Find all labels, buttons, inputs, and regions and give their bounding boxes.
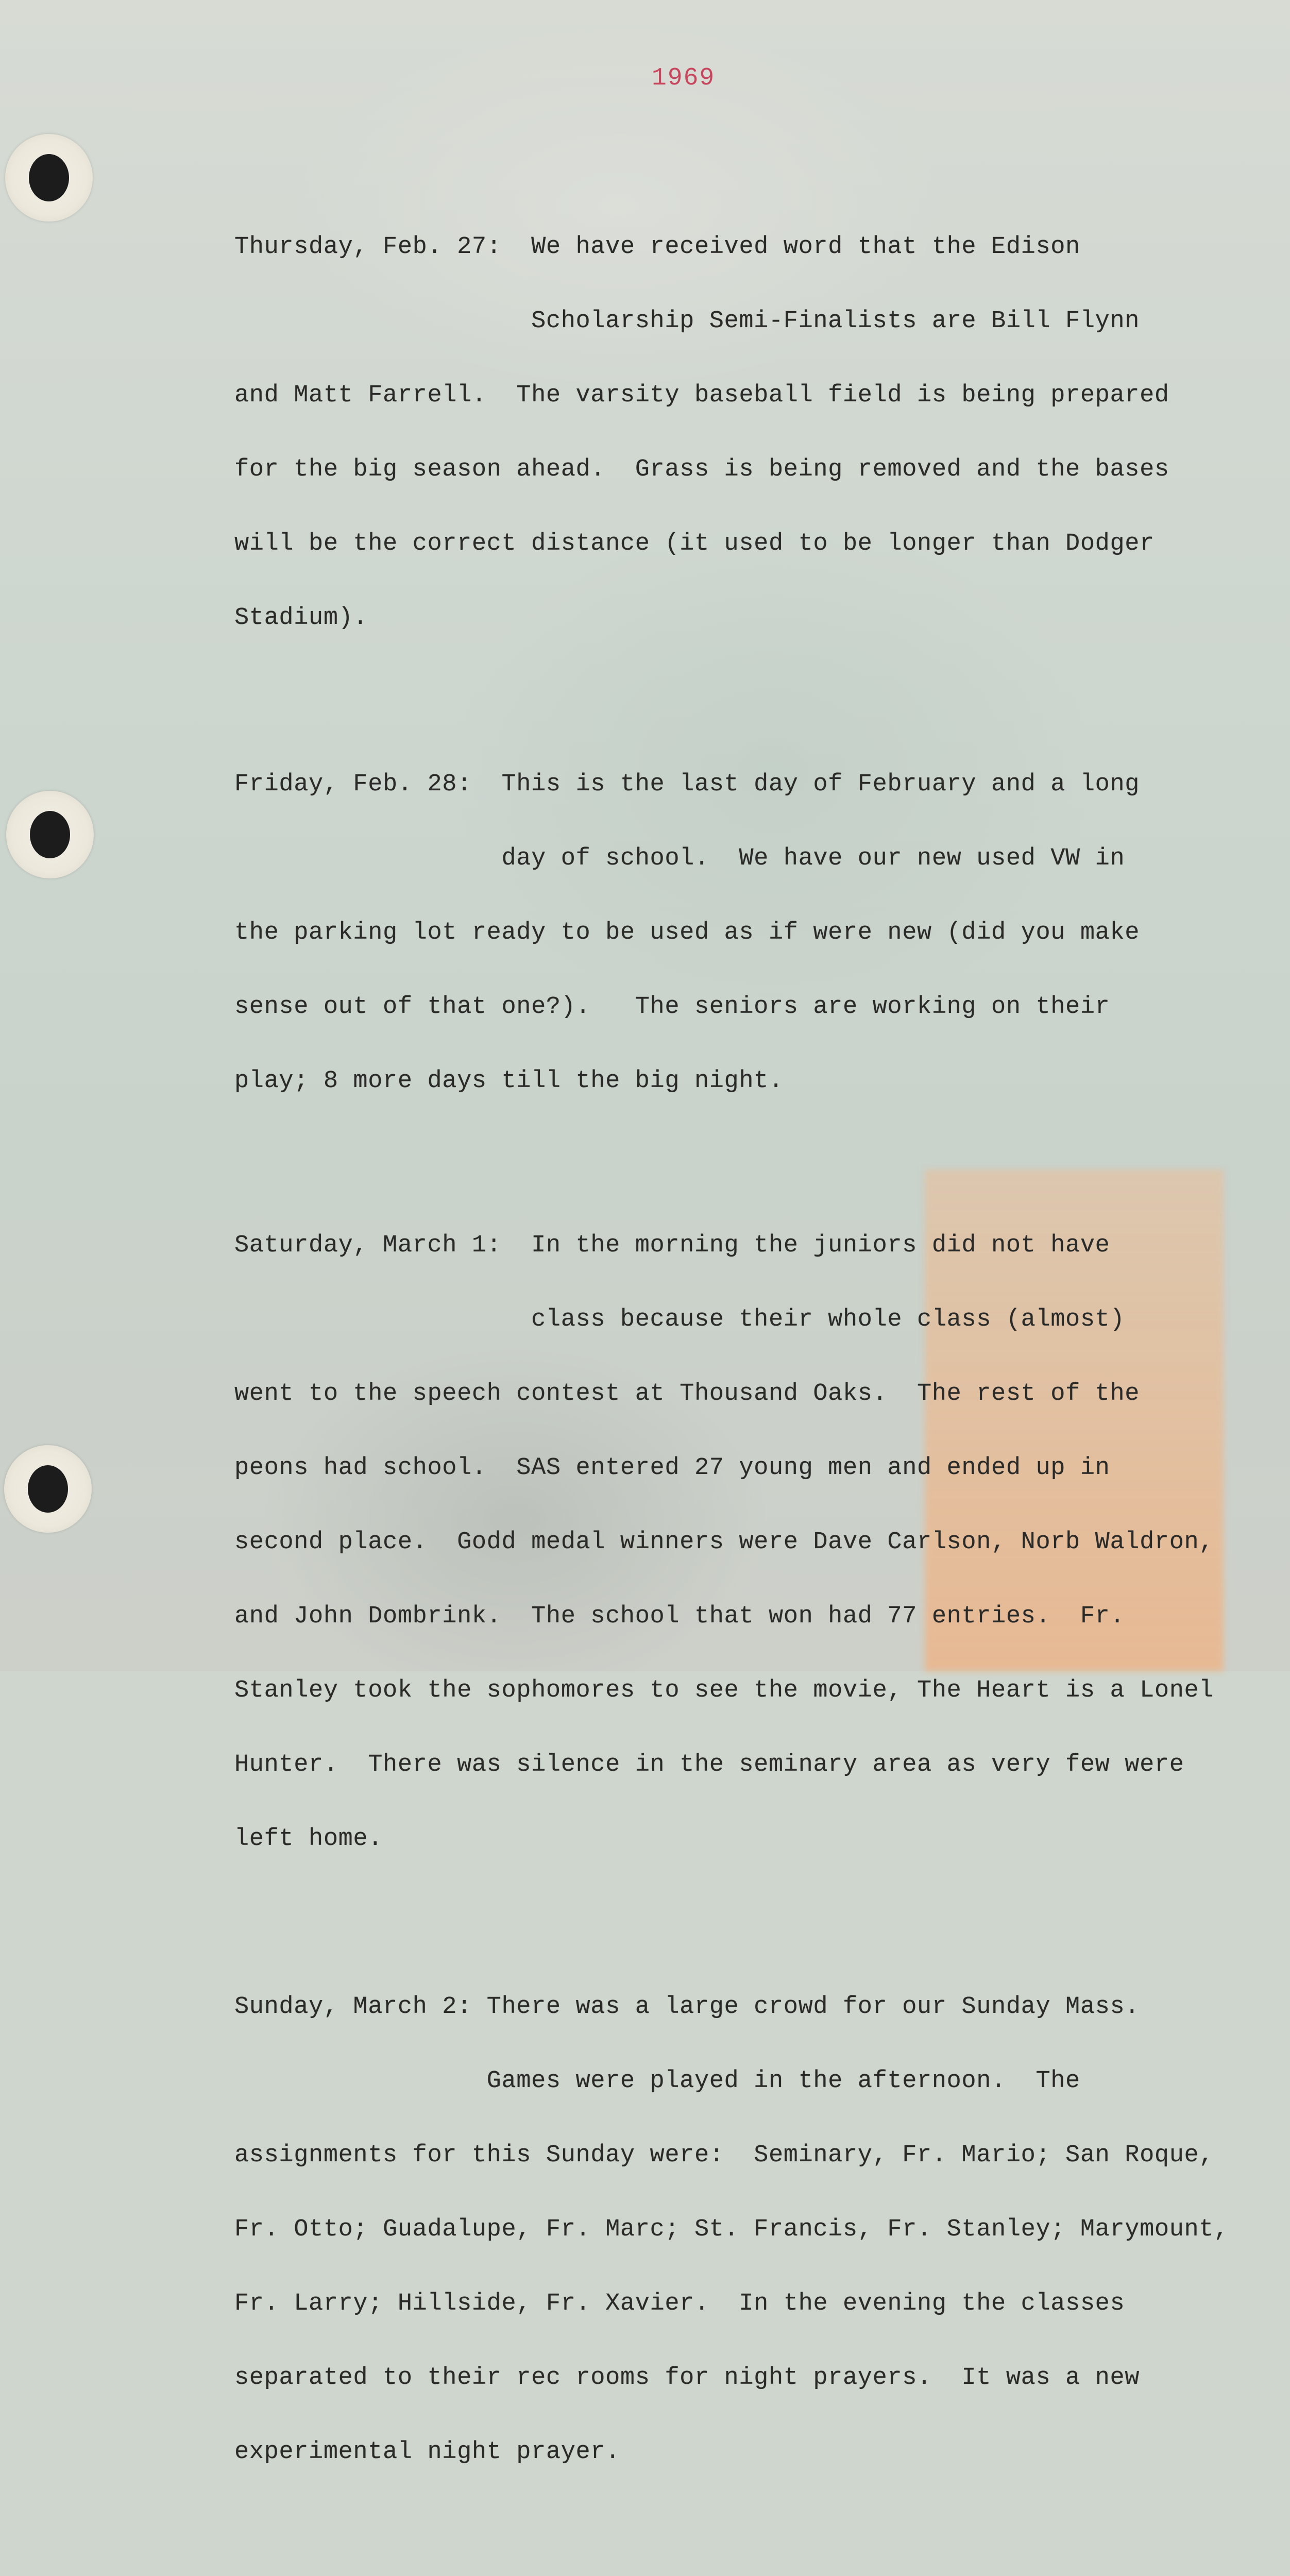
entry-line: Hunter. There was silence in the seminary area as very few were <box>234 1751 1184 1778</box>
entry-line: peons had school. SAS entered 27 young men and ended up in <box>234 1454 1110 1482</box>
journal-content <box>234 185 1285 2576</box>
entry-line: play; 8 more days till the big night. <box>234 1067 784 1095</box>
entry-line: day of school. We have our new used VW in <box>234 845 1125 872</box>
entry-line: sense out of that one?). The seniors are working on their <box>234 993 1110 1021</box>
entry-line: Sunday, March 2: There was a large crowd for our Sunday Mass. <box>234 1993 1140 2021</box>
binder-hole-bottom <box>4 1445 92 1533</box>
entry-line: Stanley took the sophomores to see the movie, The Heart is a Lonel <box>234 1677 1214 1704</box>
page-year: 1969 <box>652 64 716 92</box>
entry-line: Games were played in the afternoon. The <box>234 2067 1080 2095</box>
entry-line: Fr. Larry; Hillside, Fr. Xavier. In the evening the classes <box>234 2290 1125 2317</box>
binder-hole-middle <box>6 791 94 878</box>
entry-line: went to the speech contest at Thousand Oaks. The rest of the <box>234 1380 1140 1408</box>
binder-hole-top <box>5 134 93 222</box>
entry-line: and Matt Farrell. The varsity baseball field is being prepared <box>234 382 1169 409</box>
entry-line: second place. Godd medal winners were Dave Carlson, Norb Waldron, <box>234 1529 1214 1556</box>
entry-line: the parking lot ready to be used as if were new (did you make <box>234 919 1140 946</box>
entry-line: separated to their rec rooms for night prayers. It was a new <box>234 2364 1140 2392</box>
entry-monday-march-3 <box>234 2554 1285 2576</box>
entry-line: assignments for this Sunday were: Seminary, Fr. Mario; San Roque, <box>234 2142 1214 2169</box>
entry-line: Fr. Otto; Guadalupe, Fr. Marc; St. Francis, Fr. Stanley; Marymount, <box>234 2216 1229 2243</box>
entry-friday-feb-28 <box>234 723 1285 1143</box>
entry-line: Scholarship Semi-Finalists are Bill Flynn <box>234 308 1140 335</box>
entry-sunday-march-2 <box>234 1945 1285 2514</box>
entry-line: for the big season ahead. Grass is being removed and the bases <box>234 456 1169 483</box>
entry-thursday-feb-27 <box>234 185 1285 680</box>
entry-saturday-march-1 <box>234 1184 1285 1901</box>
entry-line: left home. <box>234 1825 383 1853</box>
entry-line: Stadium). <box>234 604 368 632</box>
entry-line: Friday, Feb. 28: This is the last day of February and a long <box>234 771 1140 798</box>
entry-line: and John Dombrink. The school that won had 77 entries. Fr. <box>234 1603 1125 1630</box>
entry-line: class because their whole class (almost) <box>234 1306 1125 1333</box>
entry-line: experimental night prayer. <box>234 2438 620 2466</box>
entry-line: Thursday, Feb. 27: We have received word that the Edison <box>234 233 1080 261</box>
entry-line: Saturday, March 1: In the morning the juniors did not have <box>234 1232 1110 1259</box>
entry-line: will be the correct distance (it used to be longer than Dodger <box>234 530 1155 557</box>
